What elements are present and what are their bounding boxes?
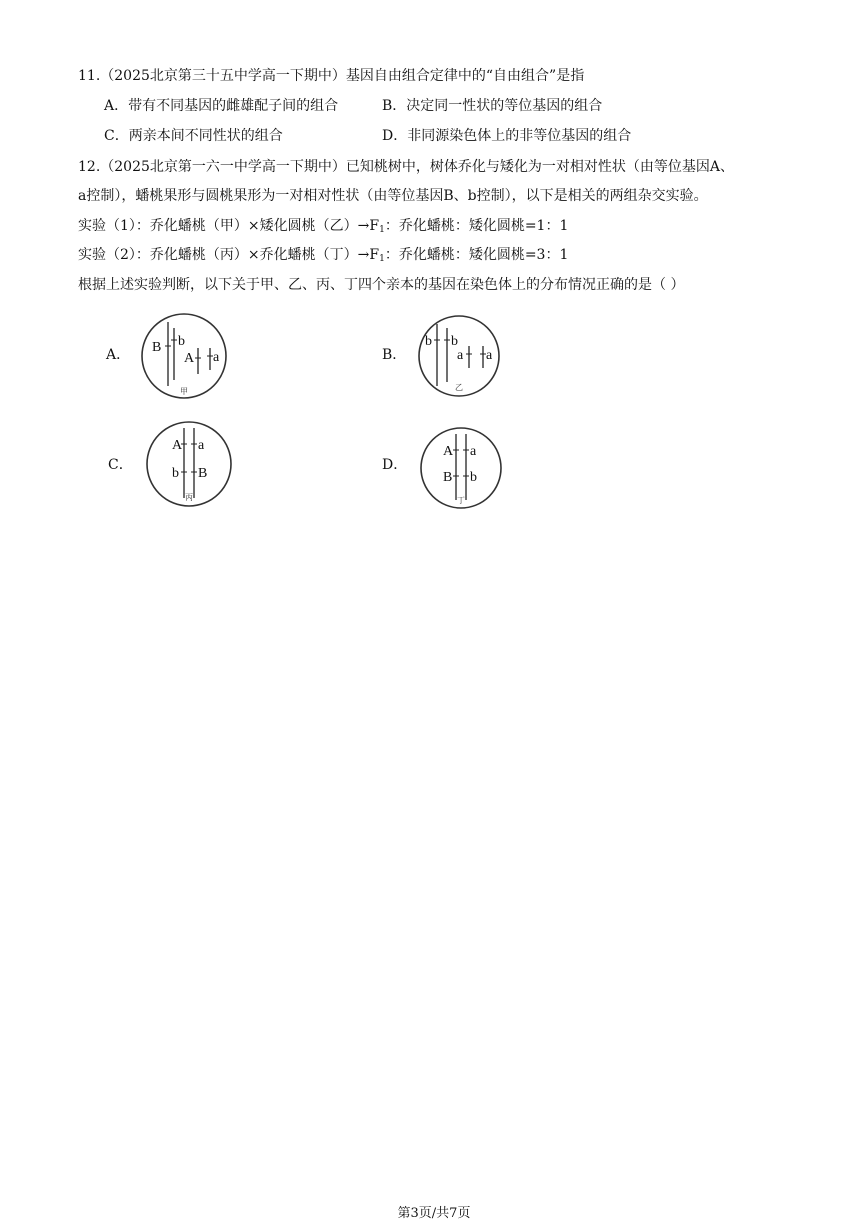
gene-label: a: [198, 438, 205, 453]
q11-option-b[interactable]: B．决定同一性状的等位基因的组合: [382, 98, 603, 114]
q12-question: 根据上述实验判断，以下关于甲、乙、丙、丁四个亲本的基因在染色体上的分布情况正确的是（ ）: [78, 277, 685, 293]
figure-caption: 丁: [457, 496, 465, 505]
gene-label: a: [457, 348, 464, 363]
q11-option-a[interactable]: A．带有不同基因的雌雄配子间的组合: [104, 98, 339, 114]
gene-label: B: [198, 466, 208, 481]
exp1-text: 实验（1）：乔化蟠桃（甲）×矮化圆桃（乙）→F: [78, 218, 380, 234]
gene-label: A: [172, 438, 183, 453]
gene-label: B: [152, 340, 162, 355]
q11-option-c[interactable]: C．两亲本间不同性状的组合: [104, 128, 283, 144]
exp2-subscript: 1: [379, 254, 385, 264]
figure-d-cell: [415, 424, 507, 516]
q12-option-b-label[interactable]: B．: [382, 347, 407, 363]
gene-label: A: [443, 444, 454, 459]
figure-a-svg: [138, 308, 230, 404]
figure-c-cell: [143, 418, 235, 510]
page-footer: 第3页/共7页: [397, 1206, 471, 1221]
gene-label: b: [470, 470, 477, 485]
q11-option-d[interactable]: D．非同源染色体上的非等位基因的组合: [382, 128, 632, 144]
gene-label: A: [184, 351, 195, 366]
q12-stem-line1: 12.（2025北京第一六一中学高一下期中）已知桃树中，树体乔化与矮化为一对相对性状（由等位基因A、: [78, 159, 735, 175]
figure-caption: 丙: [185, 493, 193, 502]
gene-label: b: [178, 334, 185, 349]
q12-option-c-label[interactable]: C．: [108, 457, 133, 473]
figure-caption: 乙: [455, 383, 463, 392]
q12-experiment-2: [78, 245, 568, 269]
figure-d-svg: [415, 424, 507, 516]
exp1-subscript: 1: [379, 225, 385, 235]
gene-label: a: [470, 444, 477, 459]
gene-label: b: [425, 334, 432, 349]
exp2-text: 实验（2）：乔化蟠桃（丙）×乔化蟠桃（丁）→F: [78, 247, 380, 263]
exp1-result: ：乔化蟠桃：矮化圆桃=1：1: [384, 218, 569, 234]
gene-label: b: [172, 466, 179, 481]
gene-label: a: [486, 348, 493, 363]
q12-experiment-1: [78, 216, 568, 240]
figure-c-svg: [143, 418, 235, 510]
figure-a-cell: [138, 308, 230, 404]
figure-b-cell: [413, 310, 505, 402]
q12-stem-line2: a控制），蟠桃果形与圆桃果形为一对相对性状（由等位基因B、b控制），以下是相关的两组杂交实验。: [78, 188, 708, 204]
figure-b-svg: [413, 310, 505, 402]
figure-caption: 甲: [180, 387, 188, 396]
gene-label: b: [451, 334, 458, 349]
q12-option-a-label[interactable]: A．: [106, 347, 131, 363]
gene-label: B: [443, 470, 453, 485]
exp2-result: ：乔化蟠桃：矮化圆桃=3：1: [384, 247, 569, 263]
q12-option-d-label[interactable]: D．: [382, 457, 408, 473]
gene-label: a: [213, 350, 220, 365]
q11-stem: 11.（2025北京第三十五中学高一下期中）基因自由组合定律中的“自由组合”是指: [78, 68, 585, 84]
